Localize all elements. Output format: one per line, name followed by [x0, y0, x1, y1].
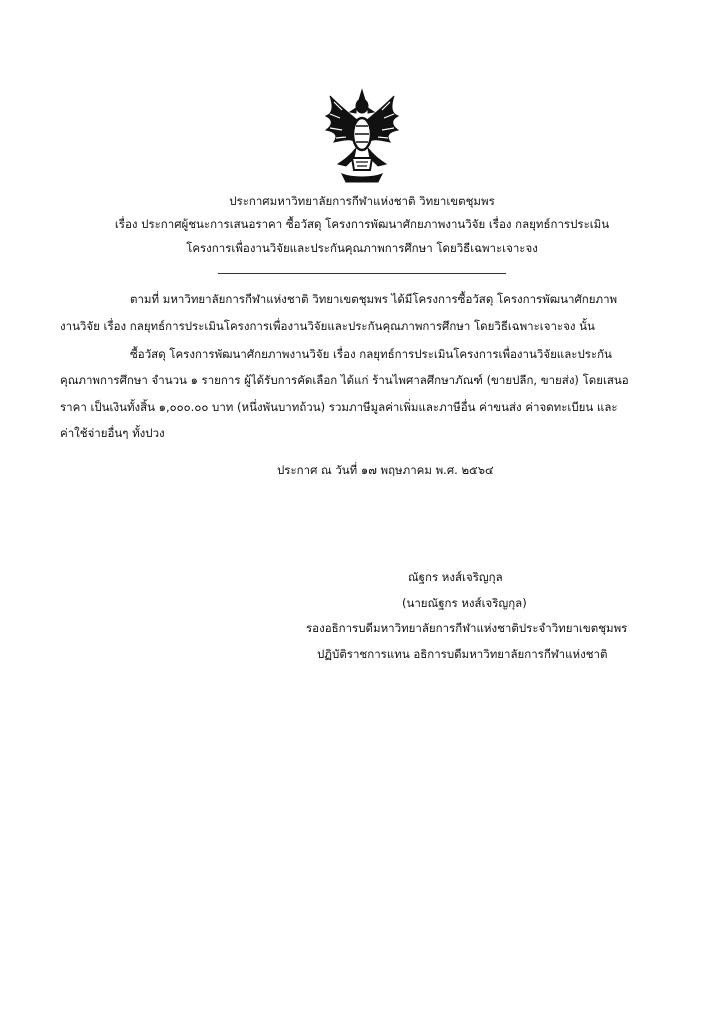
paragraph-2-line-3: ราคา เป็นเงินทั้งสิ้น ๑,๐๐๐.๐๐ บาท (หนึ่งพันบาทถ้วน) รวมภาษีมูลค่าเพิ่มและภาษีอื่น ค่าขนส่ง ค่าจดทะเบียน และ: [60, 400, 618, 414]
subject-line-2: โครงการเพื่องานวิจัยและประกันคุณภาพการศึกษา โดยวิธีเฉพาะเจาะจง: [186, 241, 538, 255]
subject-line-1: เรื่อง ประกาศผู้ชนะการเสนอราคา ซื้อวัสดุ โครงการพัฒนาศักยภาพงานวิจัย เรื่อง กลยุทธ์การประเมิน: [114, 217, 610, 231]
paragraph-1-line-1: ตามที่ มหาวิทยาลัยการกีฬาแห่งชาติ วิทยาเขตชุมพร ได้มีโครงการซื้อวัสดุ โครงการพัฒนาศักยภาพ: [130, 292, 618, 306]
printed-name: (นายณัฐกร หงส์เจริญกุล): [402, 596, 527, 610]
paragraph-2-line-1: ซื้อวัสดุ โครงการพัฒนาศักยภาพงานวิจัย เรื่อง กลยุทธ์การประเมินโครงการเพื่องานวิจัยและประกัน: [130, 347, 612, 361]
acting-on-behalf: ปฏิบัติราชการแทน อธิการบดีมหาวิทยาลัยการกีฬาแห่งชาติ: [317, 647, 608, 661]
announcement-title: ประกาศมหาวิทยาลัยการกีฬาแห่งชาติ วิทยาเขตชุมพร: [229, 194, 495, 208]
garuda-emblem-icon: [312, 86, 412, 186]
signature-name: ณัฐกร หงส์เจริญกุล: [408, 570, 503, 584]
announcement-date: ประกาศ ณ วันที่ ๑๗ พฤษภาคม พ.ศ. ๒๕๖๔: [277, 463, 494, 477]
paragraph-2-line-2: คุณภาพการศึกษา จำนวน ๑ รายการ ผู้ได้รับการคัดเลือก ได้แก่ ร้านไพศาลศึกษาภัณฑ์ (ขายปลีก, ขายส่ง) โดยเสนอ: [60, 373, 629, 387]
paragraph-2-line-4: ค่าใช้จ่ายอื่นๆ ทั้งปวง: [60, 426, 165, 440]
signer-position: รองอธิการบดีมหาวิทยาลัยการกีฬาแห่งชาติประจำวิทยาเขตชุมพร: [306, 621, 628, 635]
header-divider: [218, 273, 506, 274]
paragraph-1-line-2: งานวิจัย เรื่อง กลยุทธ์การประเมินโครงการเพื่องานวิจัยและประกันคุณภาพการศึกษา โดยวิธีเฉพาะเจาะจง นั้น: [60, 319, 595, 333]
